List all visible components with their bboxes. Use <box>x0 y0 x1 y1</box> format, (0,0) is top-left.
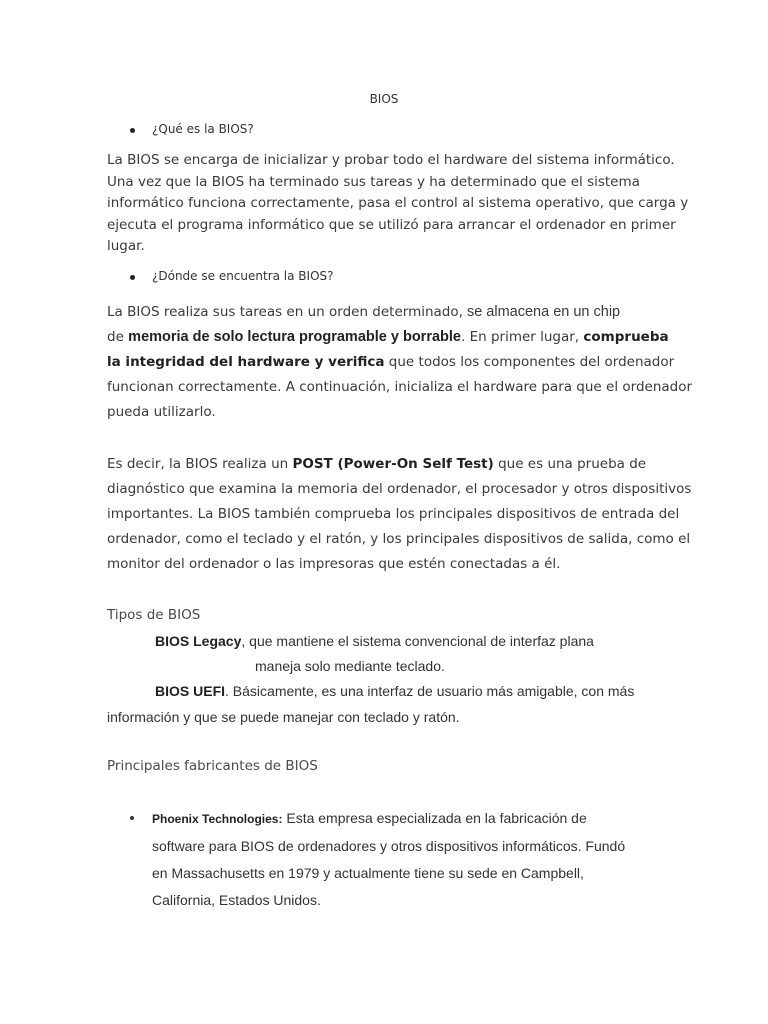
paragraph-definition: La BIOS se encarga de inicializar y probar todo el hardware del sistema informático. Una vez que la BIOS ha terminado sus tareas y ha determinado que el sistema informático funciona correctamente, pasa el control al sistema operativo, que carga y ejecuta el programa informático que se utilizó para arrancar el ordenador en primer lugar. <box>107 152 689 254</box>
tipo-legacy: BIOS Legacy, que mantiene el sistema convencional de interfaz plana <box>155 633 594 649</box>
bullet-icon <box>130 275 135 280</box>
tipo-uefi: BIOS UEFI. Básicamente, es una interfaz de usuario más amigable, con más <box>155 683 635 699</box>
bullet-icon <box>130 816 134 820</box>
tipo-legacy-cont: maneja solo mediante teclado. <box>255 658 445 674</box>
tipo-uefi-cont: información y que se puede manejar con teclado y ratón. <box>107 709 460 725</box>
page-title: BIOS <box>369 92 399 106</box>
paragraph-post: Es decir, la BIOS realiza un POST (Power-On Self Test) que es una prueba de diagnóstico que examina la memoria del ordenador, el procesador y otros dispositivos importantes. La BIOS también comprueba los principales dispositivos de entrada del ordenador, como el teclado y el ratón, y los principales dispositivos de salida, como el monitor del ordenador o las impresoras que estén conectadas a él. <box>107 456 692 572</box>
list-item-phoenix: Phoenix Technologies: Esta empresa especializada en la fabricación de software para BIOS de ordenadores y otros dispositivos informáticos. Fundó en Massachusetts en 1979 y actualmente tiene su sede en Campbell, California, Estados Unidos. <box>130 805 625 914</box>
question-where-is-bios: ¿Dónde se encuentra la BIOS? <box>130 269 334 283</box>
heading-fabricantes: Principales fabricantes de BIOS <box>107 758 318 774</box>
question-what-is-bios: ¿Qué es la BIOS? <box>130 122 254 136</box>
bullet-icon <box>130 128 135 133</box>
heading-tipos: Tipos de BIOS <box>107 607 201 623</box>
paragraph-location: La BIOS realiza sus tareas en un orden determinado, se almacena en un chip de memoria de solo lectura programable y borrable. En primer lugar, comprueba la integridad del hardware y verifica que todos los componentes del ordenador funcionan correctamente. A continuación, inicializa el hardware para que el ordenador pueda utilizarlo. <box>107 304 693 420</box>
